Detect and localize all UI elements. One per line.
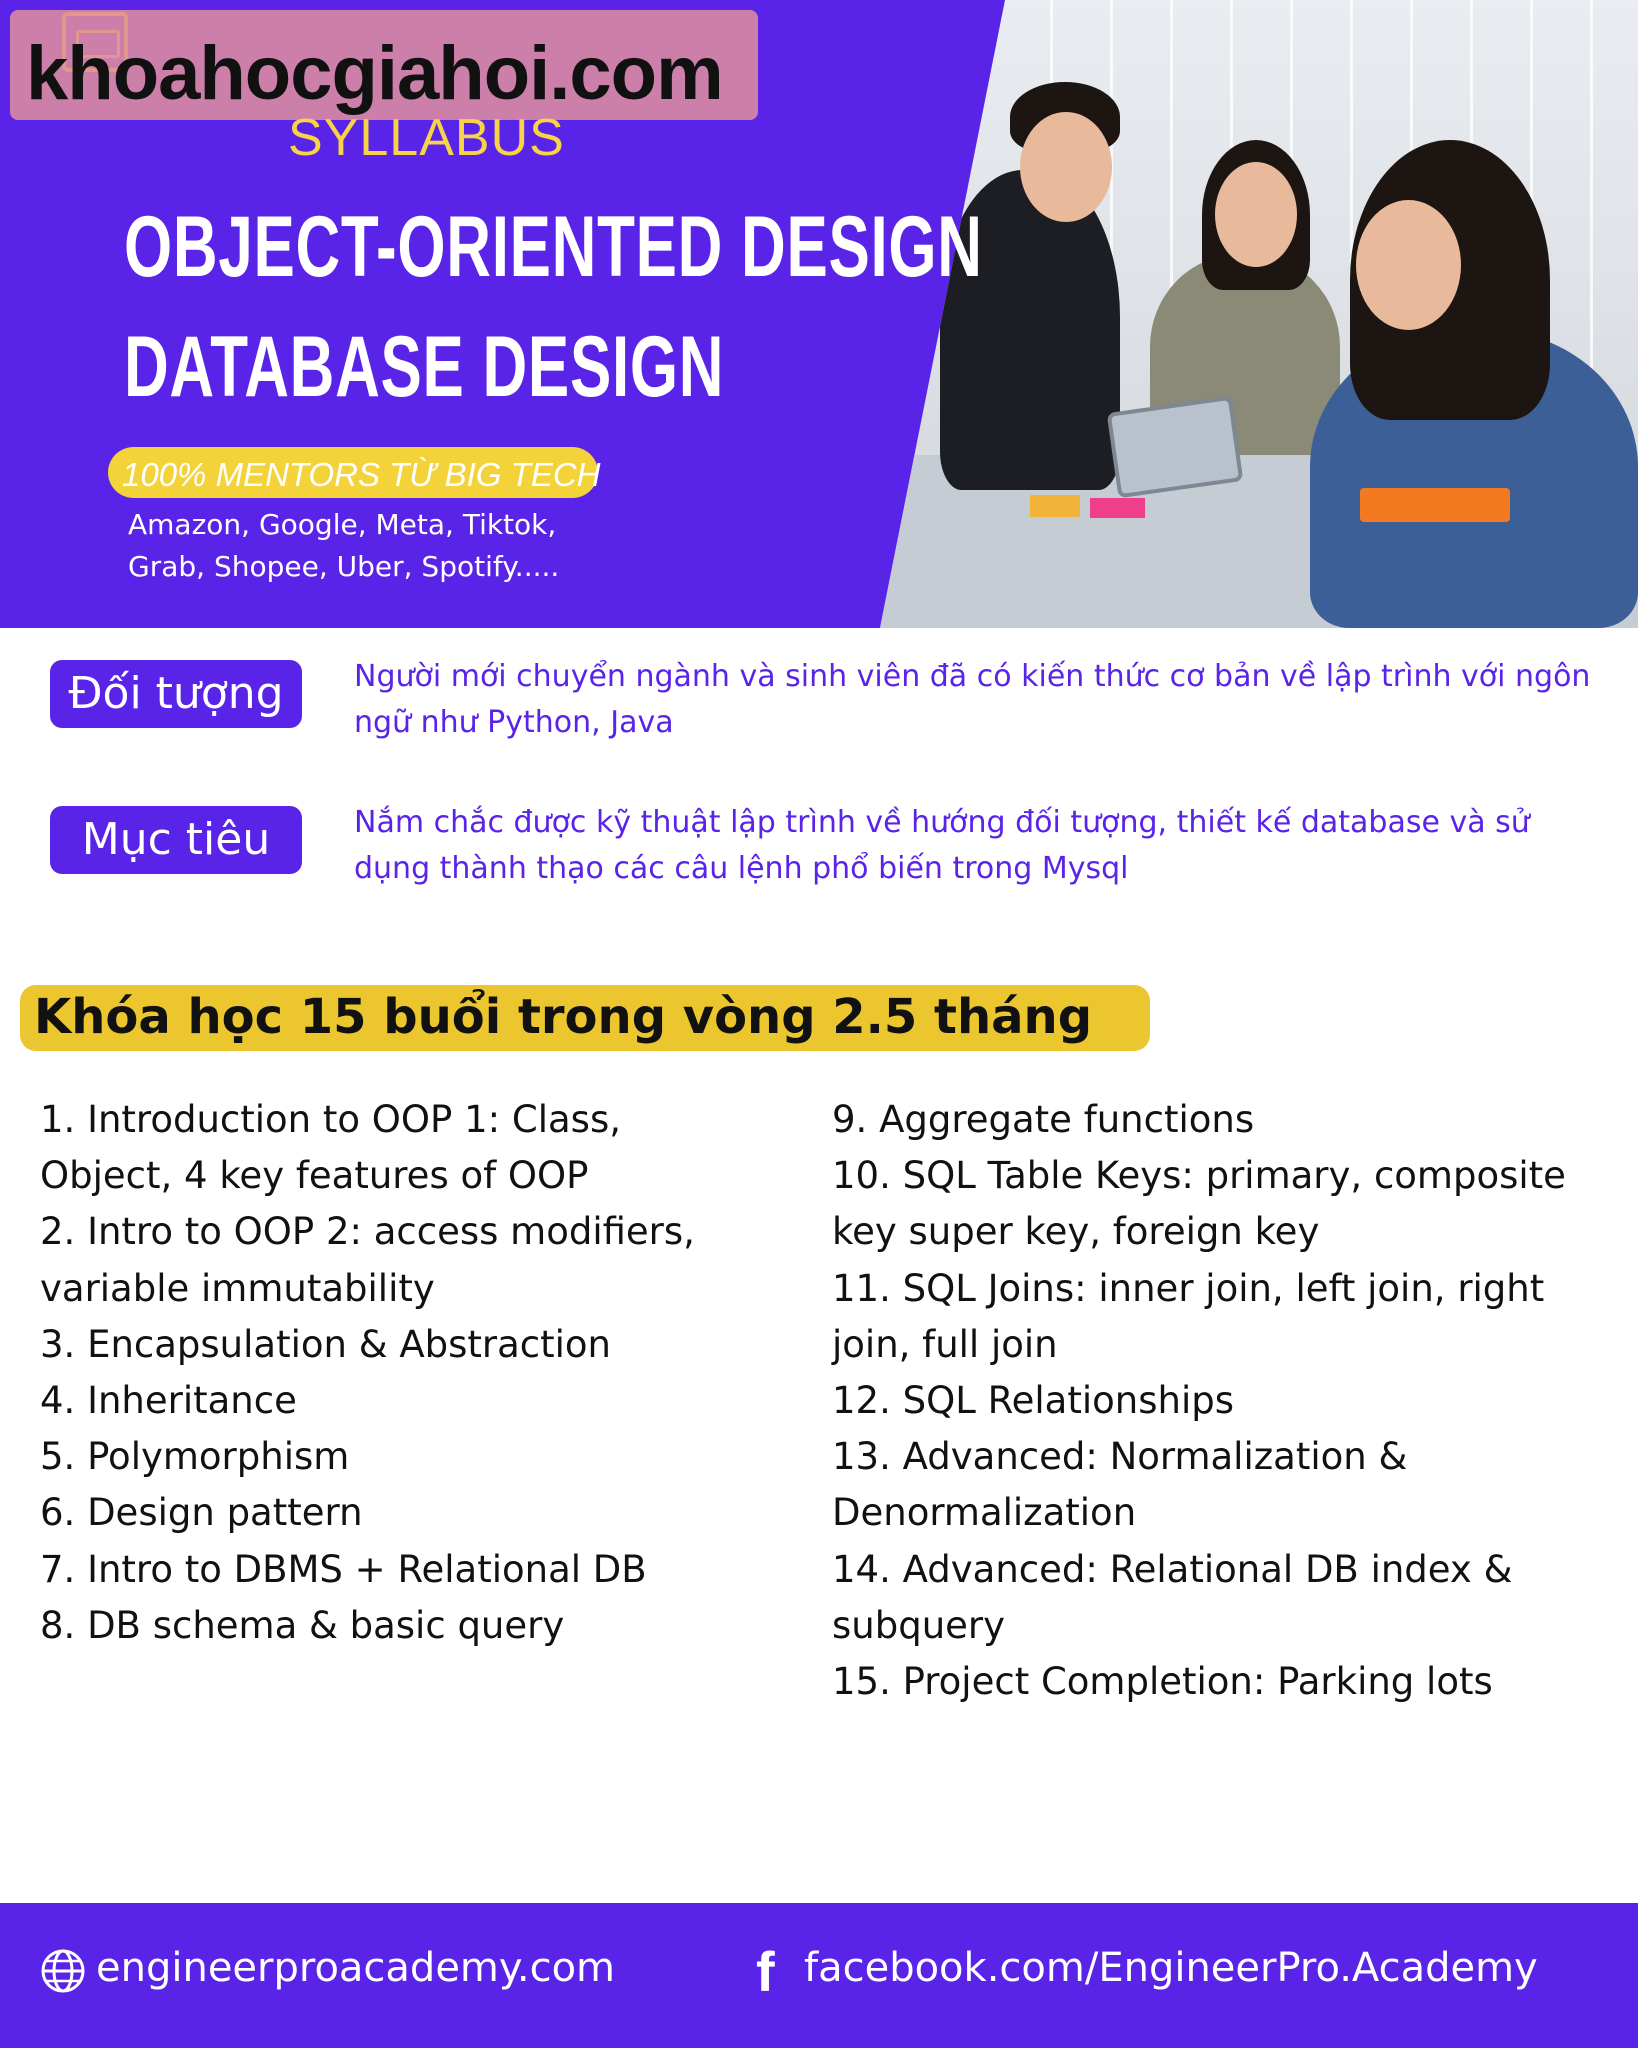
lesson-list-right bbox=[832, 1092, 1602, 1710]
lesson-list-left bbox=[40, 1092, 760, 1654]
hero-banner bbox=[0, 0, 1638, 628]
lesson-item: 9. Aggregate functions bbox=[832, 1098, 1255, 1141]
lesson-item: 5. Polymorphism bbox=[40, 1435, 350, 1479]
students-photo bbox=[880, 0, 1638, 628]
facebook-link[interactable]: facebook.com/EngineerPro.Academy bbox=[804, 1945, 1538, 1991]
mentor-badge-text: 100% MENTORS TỪ BIG TECH bbox=[122, 456, 601, 493]
audience-label: Đối tượng bbox=[50, 660, 302, 728]
lesson-item: 15. Project Completion: Parking lots bbox=[832, 1660, 1493, 1704]
globe-icon bbox=[40, 1948, 86, 1994]
companies-line1: Amazon, Google, Meta, Tiktok, bbox=[128, 508, 557, 541]
course-heading-bar bbox=[20, 985, 1150, 1051]
watermark-overlay bbox=[10, 10, 758, 120]
goal-label: Mục tiêu bbox=[50, 806, 302, 874]
lesson-item: 8. DB schema & basic query bbox=[40, 1603, 565, 1647]
lesson-item: 6. Design pattern bbox=[40, 1491, 363, 1535]
watermark-text: khoahocgiahoi.com bbox=[26, 31, 723, 116]
lesson-item: 11. SQL Joins: inner join, left join, right join, full join bbox=[832, 1266, 1545, 1366]
lesson-item: 1. Introduction to OOP 1: Class, Object, 4 key features of OOP bbox=[40, 1098, 621, 1198]
mentor-badge bbox=[108, 447, 601, 498]
lesson-item: 7. Intro to DBMS + Relational DB bbox=[40, 1547, 647, 1591]
lesson-item: 2. Intro to OOP 2: access modifiers, variable immutability bbox=[40, 1210, 695, 1310]
syllabus-label: SYLLABUS bbox=[288, 109, 565, 167]
footer-bar bbox=[0, 1903, 1638, 2048]
audience-text: Người mới chuyển ngành và sinh viên đã có kiến thức cơ bản về lập trình với ngôn ngữ như Python, Java bbox=[354, 659, 1591, 740]
website-link[interactable]: engineerproacademy.com bbox=[96, 1945, 616, 1991]
course-title-line2: DATABASE DESIGN bbox=[124, 319, 725, 415]
course-title-line1: OBJECT-ORIENTED DESIGN bbox=[124, 199, 983, 295]
facebook-icon: f bbox=[756, 1940, 775, 2003]
lesson-item: 13. Advanced: Normalization & Denormalization bbox=[832, 1435, 1408, 1535]
companies-line2: Grab, Shopee, Uber, Spotify..... bbox=[128, 550, 560, 583]
lesson-item: 4. Inheritance bbox=[40, 1379, 297, 1423]
lesson-item: 3. Encapsulation & Abstraction bbox=[40, 1322, 612, 1366]
course-heading: Khóa học 15 buổi trong vòng 2.5 tháng bbox=[34, 989, 1093, 1045]
lesson-item: 10. SQL Table Keys: primary, composite key super key, foreign key bbox=[832, 1154, 1566, 1254]
goal-text: Nắm chắc được kỹ thuật lập trình về hướng đối tượng, thiết kế database và sử dụng thành thạo các câu lệnh phổ biến trong Mysql bbox=[354, 805, 1530, 886]
lesson-item: 12. SQL Relationships bbox=[832, 1379, 1234, 1423]
lesson-item: 14. Advanced: Relational DB index & subquery bbox=[832, 1547, 1513, 1647]
